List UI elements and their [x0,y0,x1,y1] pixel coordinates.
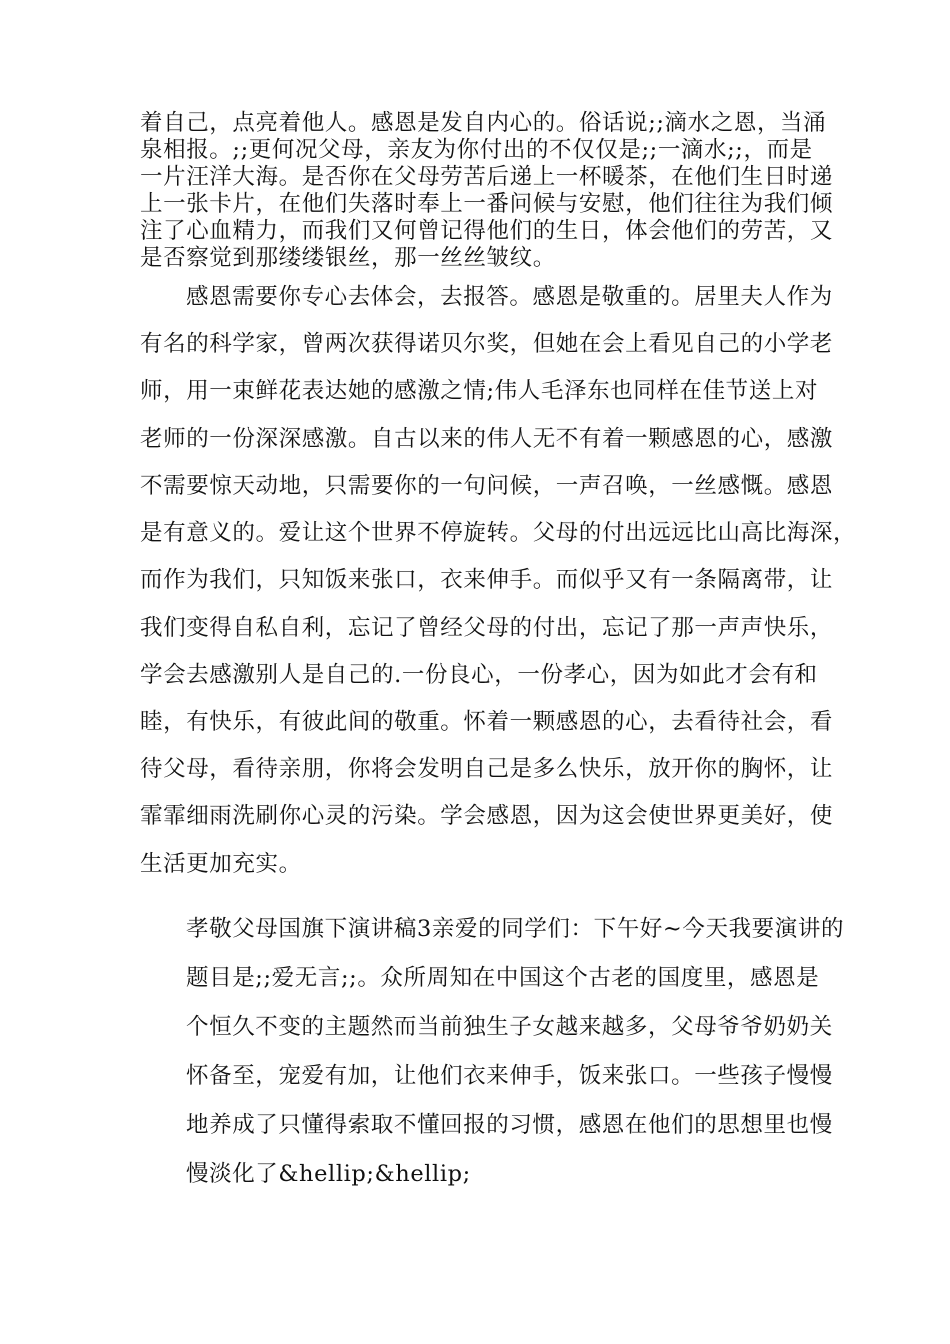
paragraph-2-line: 而作为我们，只知饭来张口，衣来伸手。而似乎又有一条隔离带，让 [140,567,834,593]
paragraph-1-line: 是否察觉到那缕缕银丝，那一丝丝皱纹。 [140,245,556,271]
paragraph-1-line: 一片汪洋大海。是否你在父母劳苦后递上一杯暖茶，在他们生日时递 [140,164,834,190]
paragraph-1-line: 泉相报。;;更何况父母，亲友为你付出的不仅仅是;;一滴水;;，而是 [140,137,813,163]
paragraph-1-line: 注了心血精力，而我们又何曾记得他们的生日，体会他们的劳苦，又 [140,218,834,244]
paragraph-2-line: 感恩需要你专心去体会，去报答。感恩是敬重的。居里夫人作为 [186,284,833,310]
paragraph-2-line: 霏霏细雨洗刷你心灵的污染。学会感恩，因为这会使世界更美好，使 [140,803,834,829]
paragraph-3-line: 慢淡化了&hellip;&hellip; [186,1161,471,1187]
paragraph-2-line: 老师的一份深深感激。自古以来的伟人无不有着一颗感恩的心，感激 [140,426,834,452]
paragraph-3-line: 怀备至，宠爱有加，让他们衣来伸手，饭来张口。一些孩子慢慢 [186,1063,833,1089]
paragraph-2-line: 是有意义的。爱让这个世界不停旋转。父母的付出远远比山高比海深， [140,520,857,546]
paragraph-3-line: 地养成了只懂得索取不懂回报的习惯，感恩在他们的思想里也慢 [186,1112,833,1138]
paragraph-3-line: 孝敬父母国旗下演讲稿3亲爱的同学们：下午好~今天我要演讲的 [186,916,845,942]
paragraph-2-line: 生活更加充实。 [140,851,302,877]
paragraph-3-line: 个恒久不变的主题然而当前独生子女越来越多，父母爷爷奶奶关 [186,1014,833,1040]
paragraph-2-line: 有名的科学家，曾两次获得诺贝尔奖，但她在会上看见自己的小学老 [140,331,834,357]
paragraph-1-line: 上一张卡片，在他们失落时奉上一番问候与安慰，他们往往为我们倾 [140,191,834,217]
paragraph-3-line: 题目是;;爱无言;;。众所周知在中国这个古老的国度里，感恩是 [186,965,820,991]
paragraph-2-line: 学会去感激别人是自己的.一份良心，一份孝心，因为如此才会有和 [140,662,818,688]
paragraph-2-line: 我们变得自私自利，忘记了曾经父母的付出，忘记了那一声声快乐， [140,615,834,641]
paragraph-2-line: 待父母，看待亲朋，你将会发明自己是多么快乐，放开你的胸怀，让 [140,756,834,782]
paragraph-2-line: 睦，有快乐，有彼此间的敬重。怀着一颗感恩的心，去看待社会，看 [140,709,834,735]
paragraph-1-line: 着自己，点亮着他人。感恩是发自内心的。俗话说;;滴水之恩，当涌 [140,110,827,136]
paragraph-2-line: 不需要惊天动地，只需要你的一句问候，一声召唤，一丝感慨。感恩 [140,473,834,499]
paragraph-2-line: 师，用一束鲜花表达她的感激之情;伟人毛泽东也同样在佳节送上对 [140,378,819,404]
